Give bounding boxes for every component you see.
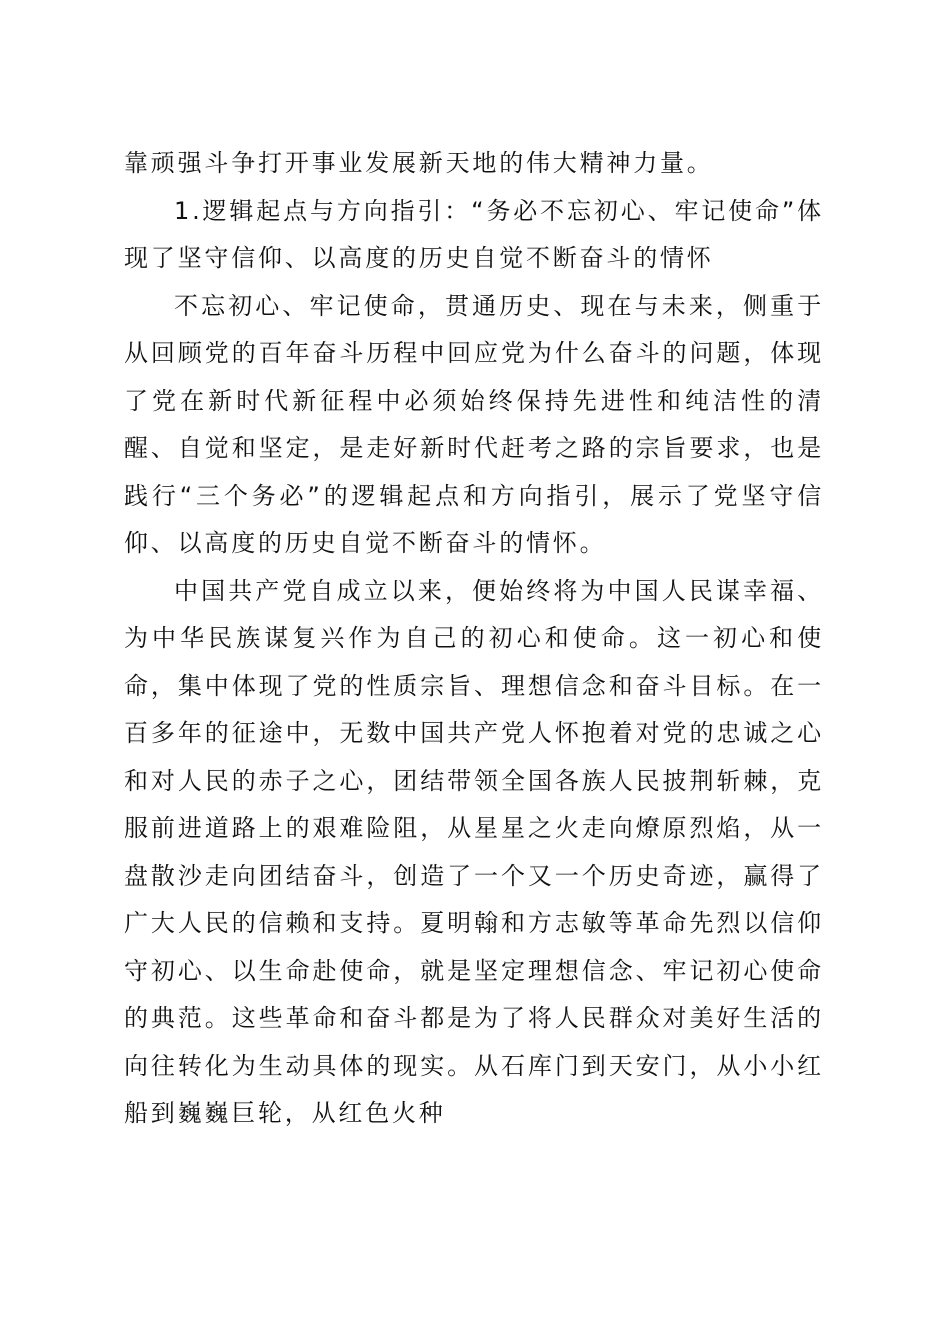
section-heading: 1.逻辑起点与方向指引：“务必不忘初心、牢记使命”体现了坚守信仰、以高度的历史自觉不断奋斗的情怀 [124, 196, 824, 272]
body-text [124, 140, 824, 1138]
paragraph-continuation: 靠顽强斗争打开事业发展新天地的伟大精神力量。 [124, 149, 714, 177]
paragraph: 中国共产党自成立以来，便始终将为中国人民谋幸福、为中华民族谋复兴作为自己的初心和使命。这一初心和使命，集中体现了党的性质宗旨、理想信念和奋斗目标。在一百多年的征途中，无数中国共产党人怀抱着对党的忠诚之心和对人民的赤子之心，团结带领全国各族人民披荆斩棘，克服前进道路上的艰难险阻，从星星之火走向燎原烈焰，从一盘散沙走向团结奋斗，创造了一个又一个历史奇迹，赢得了广大人民的信赖和支持。夏明翰和方志敏等革命先烈以信仰守初心、以生命赴使命，就是坚定理想信念、牢记初心使命的典范。这些革命和奋斗都是为了将人民群众对美好生活的向往转化为生动具体的现实。从石库门到天安门，从小小红船到巍巍巨轮，从红色火种 [124, 576, 824, 1127]
paragraph: 不忘初心、牢记使命，贯通历史、现在与未来，侧重于从回顾党的百年奋斗历程中回应党为什么奋斗的问题，体现了党在新时代新征程中必须始终保持先进性和纯洁性的清醒、自觉和坚定，是走好新时代赶考之路的宗旨要求，也是践行“三个务必”的逻辑起点和方向指引，展示了党坚守信仰、以高度的历史自觉不断奋斗的情怀。 [124, 291, 824, 557]
